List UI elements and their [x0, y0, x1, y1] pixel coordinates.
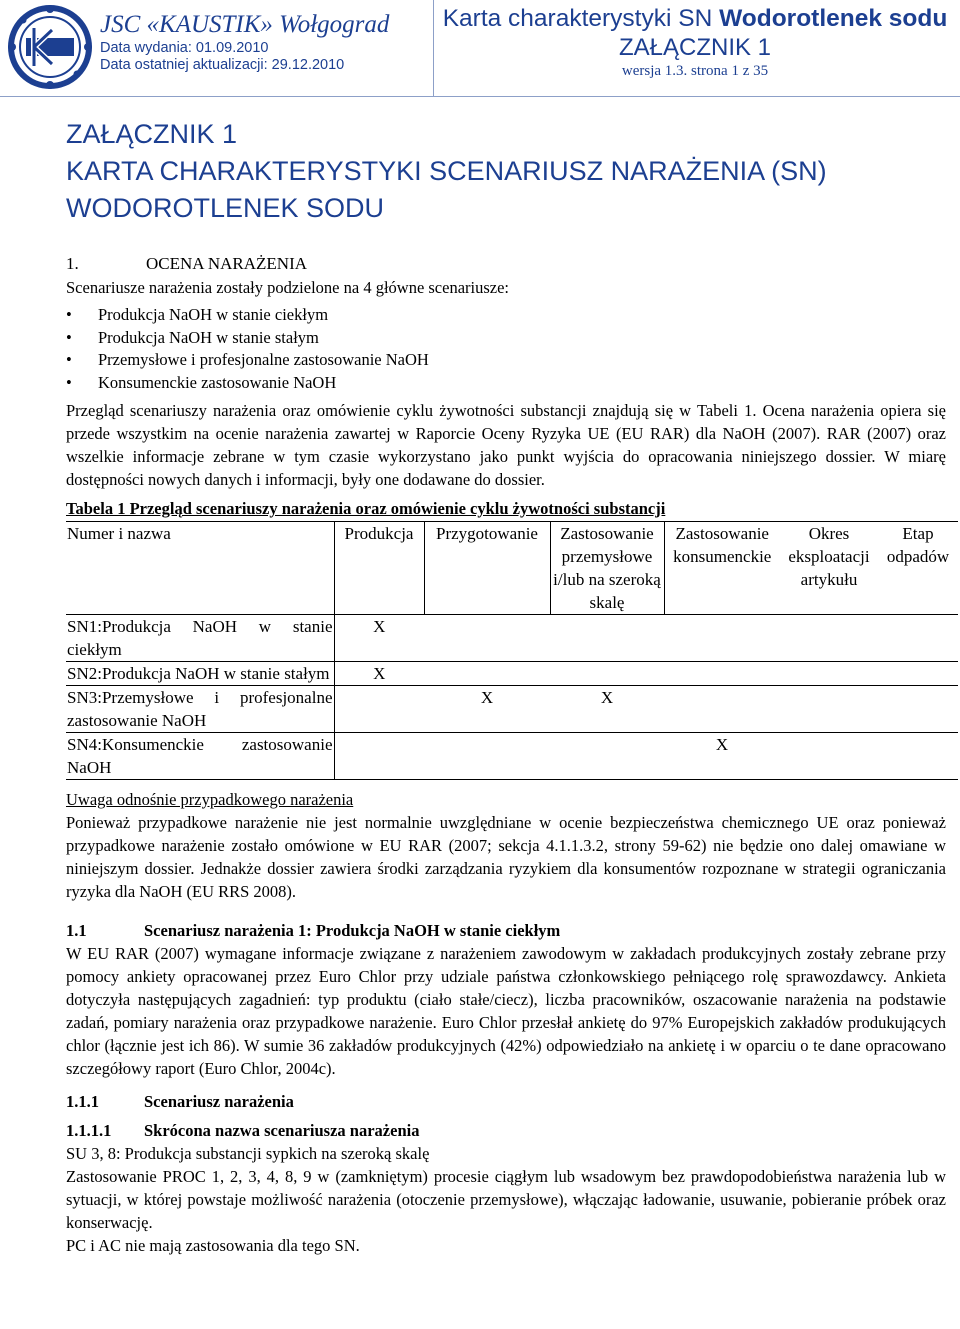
table-cell: [550, 733, 664, 780]
bullet-icon: •: [66, 327, 72, 347]
bullet-icon: •: [66, 350, 72, 369]
table-cell: [334, 733, 424, 780]
section-number: 1.1.1: [66, 1092, 99, 1111]
table-caption: Tabela 1 Przegląd scenariuszy narażenia oraz omówienie cyklu żywotności substancji: [66, 499, 666, 518]
last-update-date: Data ostatniej aktualizacji: 29.12.2010: [100, 57, 345, 73]
list-item: [66, 371, 946, 394]
section-number: 1.1: [66, 921, 87, 940]
table-row: [66, 733, 958, 780]
list-item: [66, 326, 946, 349]
version-page-info: wersja 1.3. strona 1 z 35: [621, 63, 769, 79]
note-heading: Uwaga odnośnie przypadkowego narażenia: [66, 790, 354, 809]
document-title-plain: Karta charakterystyki SN: [442, 5, 720, 32]
table-row: [66, 662, 958, 686]
section-number: 1.: [66, 254, 79, 273]
note-paragraph: Ponieważ przypadkowe narażenie nie jest normalnie uwzględniane w ocenie bezpieczeństwa chemicznego UE oraz ponieważ przypadkowe narażenie zostało omówione w EU RAR (2007; sekcja 4.1.1.3.2, strony 59-62) nie będzie ono dalej omawiane w niniejszym dossier. Jednakże dossier zawiera środki zarządzania ryzykiem dla konsumentów rozpoznane w strategii ograniczania ryzyka dla NaOH (EU RRS 2008).: [66, 813, 946, 901]
table-cell: X: [424, 686, 550, 733]
section-1-1-1-1-heading: [66, 1119, 946, 1142]
table-cell: [550, 615, 664, 662]
table-cell: [664, 615, 780, 662]
table-header: Produkcja: [334, 522, 424, 615]
scenario-list: [66, 303, 946, 393]
table-cell: X: [334, 662, 424, 686]
table-row: [66, 615, 958, 662]
issue-date: Data wydania: 01.09.2010: [100, 40, 269, 56]
list-item: [66, 348, 946, 371]
table-cell: X: [550, 686, 664, 733]
table-cell: [780, 686, 878, 733]
table-cell: [550, 662, 664, 686]
page-title: [66, 116, 946, 227]
scenario-name: SN2:Produkcja NaOH w stanie stałym: [66, 662, 334, 686]
table-cell: X: [664, 733, 780, 780]
section-1-heading: [66, 252, 946, 276]
list-item-text: Konsumenckie zastosowanie NaOH: [98, 372, 337, 392]
section-title: Scenariusz narażenia 1: Produkcja NaOH w stanie ciekłym: [144, 921, 561, 940]
scenario-name: SN4:Konsumenckie zastosowanie NaOH: [66, 733, 334, 780]
page-header: [0, 0, 960, 98]
section-title: Skrócona nazwa scenariusza narażenia: [144, 1121, 420, 1140]
pc-ac-line: PC i AC nie mają zastosowania dla tego SN.: [66, 1236, 360, 1255]
page-content: [66, 252, 950, 1257]
section-title: Scenariusz narażenia: [144, 1092, 294, 1111]
table-cell: [878, 662, 958, 686]
section-title: OCENA NARAŻENIA: [146, 254, 308, 273]
table-cell: [664, 662, 780, 686]
table-cell: [878, 733, 958, 780]
overview-paragraph: Przegląd scenariuszy narażenia oraz omówienie cyklu żywotności substancji znajdują się w Tabeli 1. Ocena narażenia opiera się przede wszystkim na ocenie narażenia zawartej w Raporcie Oceny Ryzyka UE (EU RAR) dla NaOH (2007). RAR (2007) oraz wszelkie informacje zebrane w tym czasie wykorzystano jako punkt wyjścia do opracowania niniejszego dossier. W miarę dostępności nowych danych i informacji, były one dodawane do dossier.: [66, 401, 946, 489]
list-item-text: Przemysłowe i profesjonalne zastosowanie NaOH: [98, 350, 429, 369]
company-name: JSC «KAUSTIK» Wołgograd: [100, 11, 390, 38]
table-header: Zastosowanie konsumenckie: [664, 522, 780, 615]
header-annex: ZAŁĄCZNIK 1: [618, 34, 772, 61]
title-line-1: ZAŁĄCZNIK 1: [66, 119, 238, 149]
table-cell: [664, 686, 780, 733]
bullet-icon: •: [66, 305, 72, 324]
table-header: Etap odpadów: [878, 522, 958, 615]
table-cell: [424, 662, 550, 686]
scenarios-intro: Scenariusze narażenia zostały podzielone na 4 główne scenariusze:: [66, 278, 510, 297]
table-cell: [334, 686, 424, 733]
document-title-substance: Wodorotlenek sodu: [719, 5, 948, 32]
table-cell: [424, 615, 550, 662]
scenario-name: SN3:Przemysłowe i profesjonalne zastosowanie NaOH: [66, 686, 334, 733]
document-title: [435, 4, 955, 34]
list-item: [66, 303, 946, 326]
table-cell: [780, 615, 878, 662]
scenario-name: SN1:Produkcja NaOH w stanie ciekłym: [66, 615, 334, 662]
section-1-1-1-heading: [66, 1090, 946, 1113]
scenario-table: [66, 521, 958, 780]
table-cell: [424, 733, 550, 780]
table-header: Zastosowanie przemysłowe i/lub na szeroką skalę: [550, 522, 664, 615]
table-cell: X: [334, 615, 424, 662]
list-item-text: Produkcja NaOH w stanie stałym: [98, 327, 319, 347]
proc-line: Zastosowanie PROC 1, 2, 3, 4, 8, 9 w (zamkniętym) procesie ciągłym lub wsadowym bez prawdopodobieństwa narażenia lub w sytuacji, w której powstaje możliwość narażenia (otoczenie przemysłowe), włączając ładowanie, usuwanie, pobieranie próbek oraz konserwację.: [66, 1167, 946, 1232]
section-1-1-heading: [66, 919, 946, 942]
company-logo-icon: [4, 4, 96, 90]
header-divider-horizontal: [0, 96, 960, 97]
title-line-3: WODOROTLENEK SODU: [66, 193, 385, 223]
title-line-2: KARTA CHARAKTERYSTYKI SCENARIUSZ NARAŻENIA (SN): [66, 156, 827, 186]
table-cell: [878, 615, 958, 662]
su-line: SU 3, 8: Produkcja substancji sypkich na szeroką skalę: [66, 1144, 430, 1163]
table-cell: [878, 686, 958, 733]
section-1-1-paragraph: W EU RAR (2007) wymagane informacje związane z narażeniem zawodowym w zakładach produkcyjnych zostały zebrane przy pomocy ankiety opracowanej przez Euro Chlor przy udziale państwa członkowskiego pełniącego rolę sprawozdawcy. Ankieta dotyczyła następujących zagadnień: typ produktu (ciało stałe/ciecz), liczba pracowników, oszacowanie narażenia na podstawie zadań, pomiary narażenia oraz przypadkowe narażenie. Euro Chlor przesłał ankietę do 97% Europejskich zakładów produkujących chlor (łącznie jest ich 86). W sumie 36 zakładów produkcyjnych (42%) odpowiedziało na ankietę i w oparciu o te dane opracowano szczegółowy raport (Euro Chlor, 2004c).: [66, 944, 946, 1078]
header-divider-vertical: [433, 0, 434, 96]
bullet-icon: •: [66, 372, 72, 392]
table-header: Numer i nazwa: [66, 522, 334, 615]
table-row: [66, 686, 958, 733]
section-number: 1.1.1.1: [66, 1121, 112, 1140]
list-item-text: Produkcja NaOH w stanie ciekłym: [98, 305, 329, 324]
table-header: Okres eksploatacji artykułu: [780, 522, 878, 615]
table-header: Przygotowanie: [424, 522, 550, 615]
table-cell: [780, 733, 878, 780]
table-cell: [780, 662, 878, 686]
